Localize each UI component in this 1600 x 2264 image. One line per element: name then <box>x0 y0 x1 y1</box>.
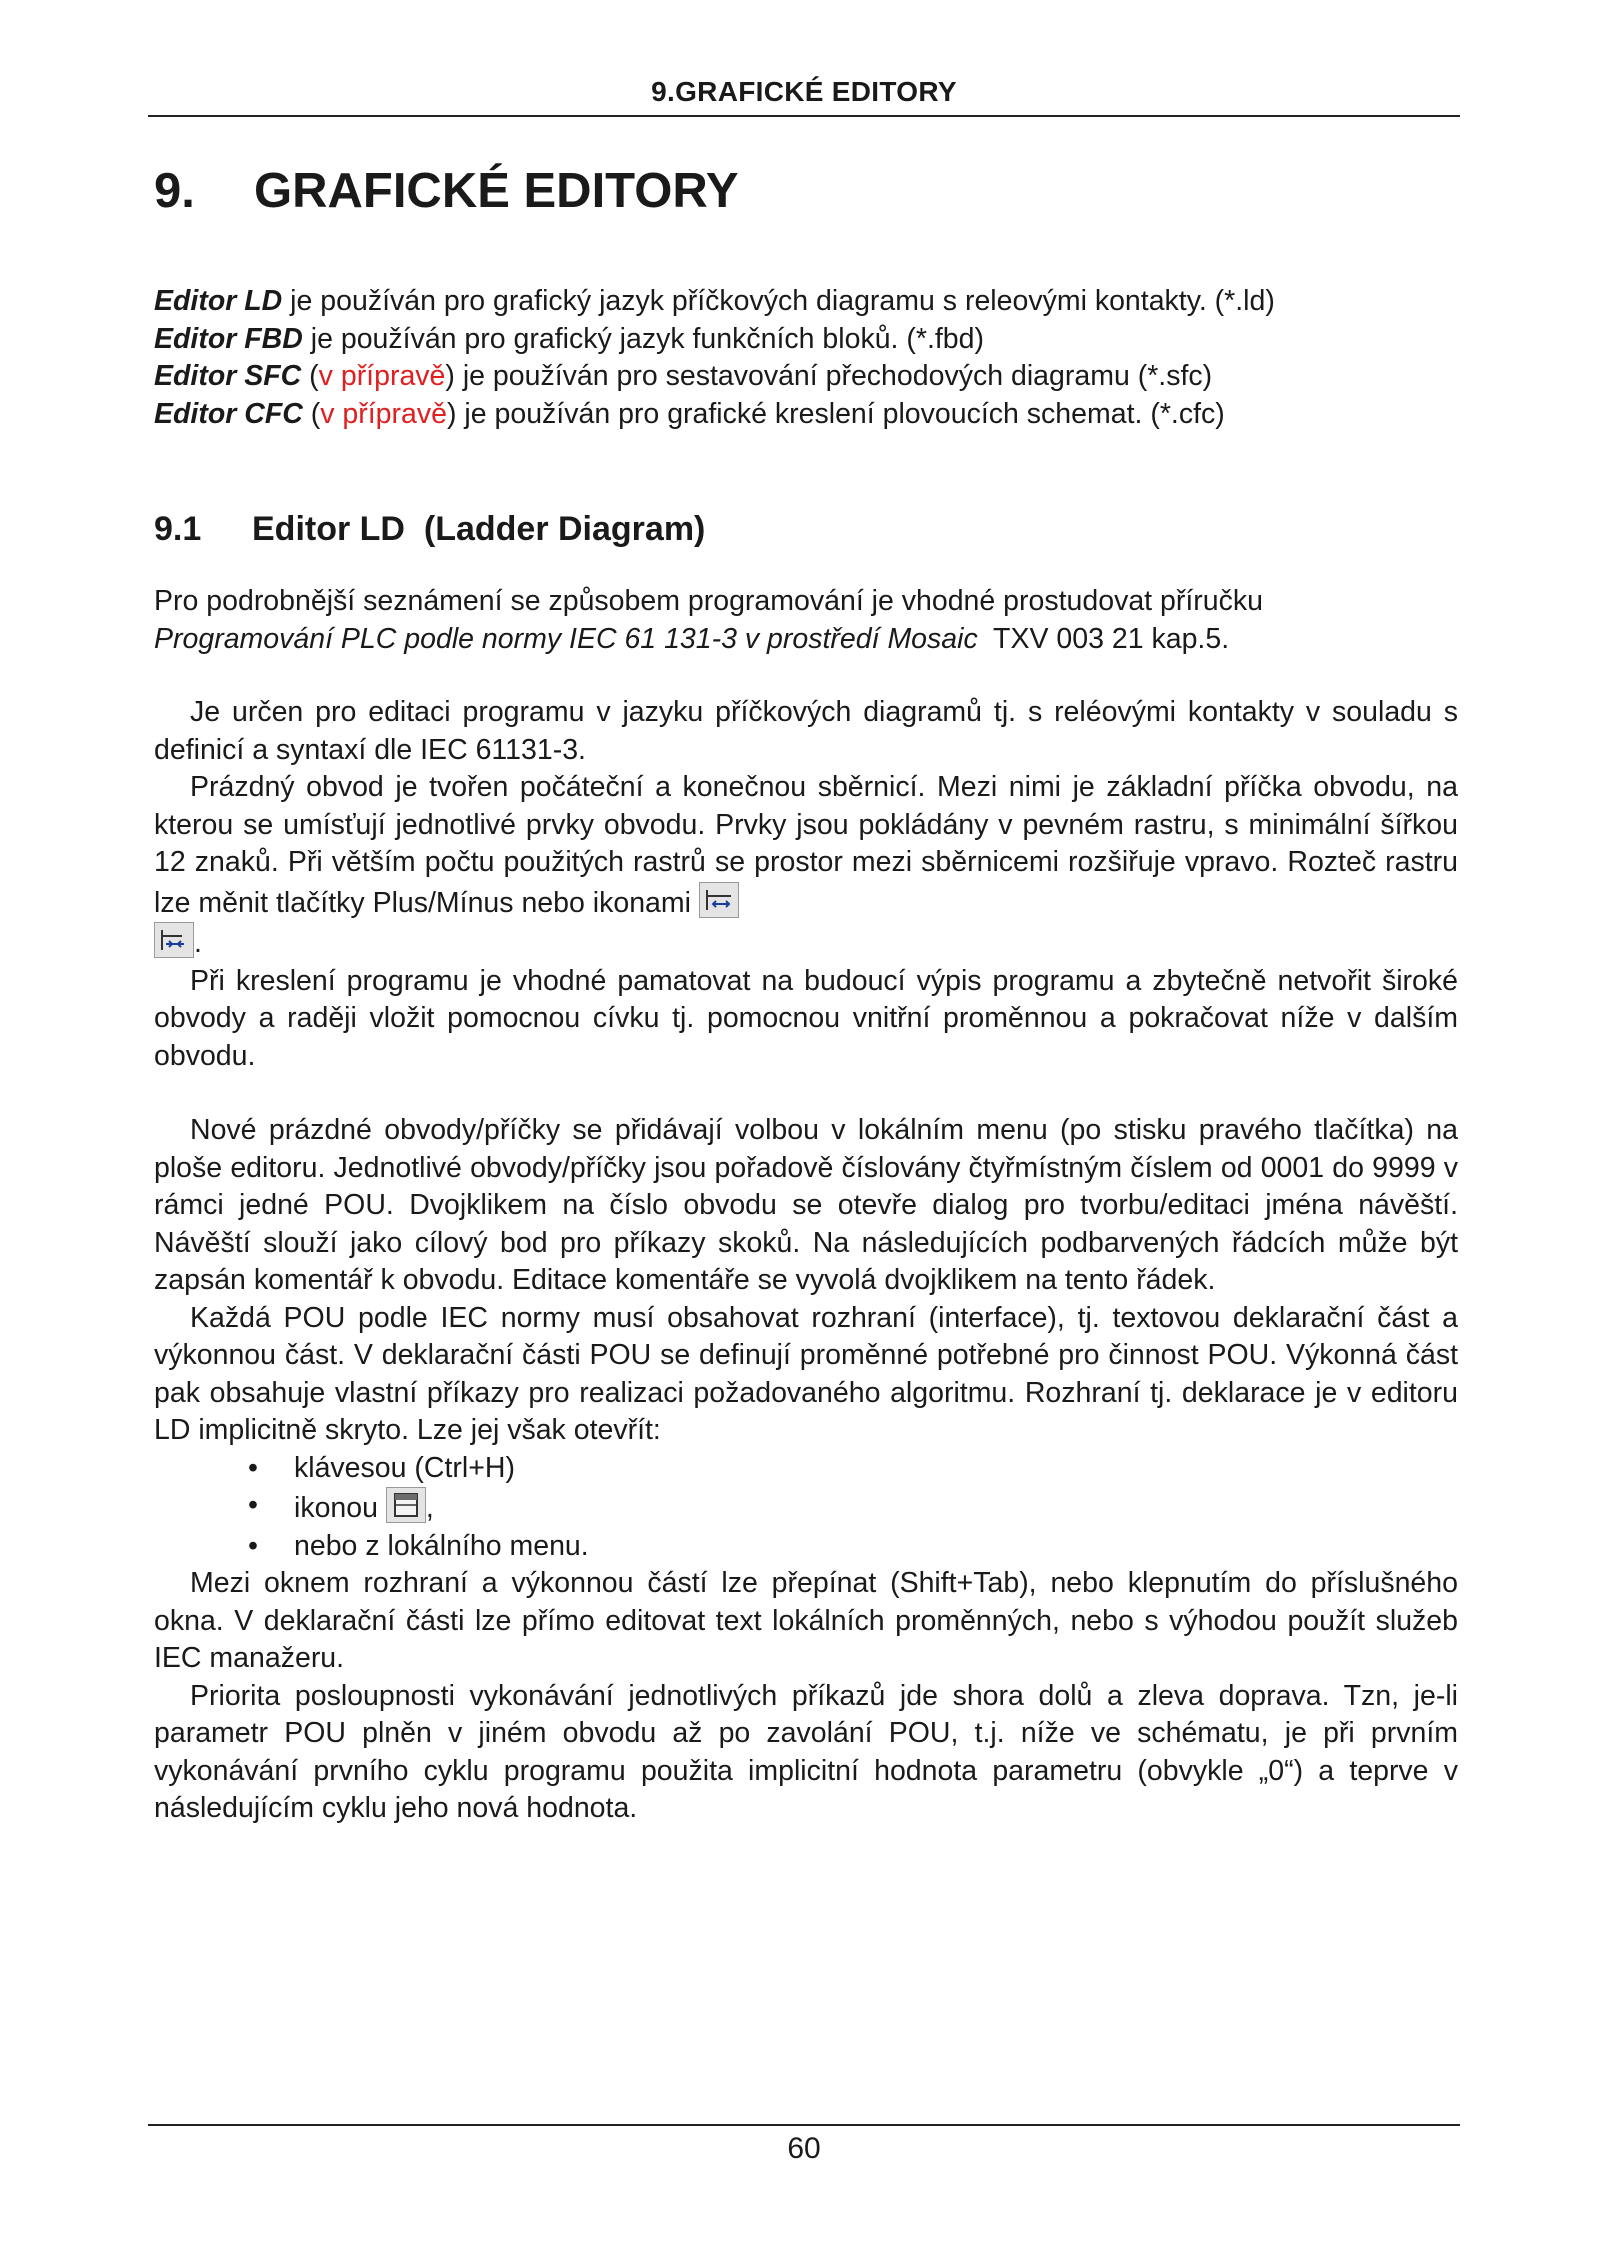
grid-widen-icon[interactable] <box>699 882 739 918</box>
reference-book-title: Programování PLC podle normy IEC 61 131-3 v prostředí Mosaic <box>154 622 978 655</box>
bullet-text: nebo z lokálního menu. <box>294 1529 589 1562</box>
section-title <box>154 510 705 549</box>
editor-list <box>154 283 1464 433</box>
running-head: 9.GRAFICKÉ EDITORY <box>651 76 957 107</box>
editor-status-note: v přípravě <box>318 360 446 392</box>
editor-description: ) je používán pro grafické kreslení plovoucích schemat. (*.cfc) <box>446 397 1225 430</box>
paragraph-2-text: Prázdný obvod je tvořen počáteční a konečnou sběrnicí. Mezi nimi je základní příčka obvodu, na kterou se umísťují jednotlivé prvky obvodu. Prvky jsou pokládány v pevném rastru, s minimální šířkou 12 znaků. Při větším počtu použitých rastrů se prostor mezi sběrnicemi rozšiřuje vpravo. Rozteč rastru lze měnit tlačítky Plus/Mínus nebo ikonami <box>154 771 1458 919</box>
editor-ld-line <box>154 283 1464 321</box>
section-number: 9.1 <box>154 510 202 548</box>
section-title-text: Editor LD (Ladder Diagram) <box>252 510 706 548</box>
paragraph-gap <box>154 1075 1458 1112</box>
bullet-text: ikonou <box>294 1492 386 1524</box>
editor-name: Editor FBD <box>154 322 303 355</box>
editor-name: Editor CFC <box>154 397 303 430</box>
paragraph-4: Nové prázdné obvody/příčky se přidávají volbou v lokálním menu (po stisku pravého tlačítka) na ploše editoru. Jednotlivé obvody/příčky jsou pořadově číslovány čtyřmístným číslem od 0001 do 9999 v rámci jedné POU. Dvojklikem na číslo obvodu se otevře dialog pro tvorbu/editaci jména návěští. Návěští slouží jako cílový bod pro příkazy skoků. Na následujících podbarvených řádcích může být zapsán komentář k obvodu. Editace komentáře se vyvolá dvojklikem na tento řádek. <box>154 1114 1458 1296</box>
editor-description: je používán pro grafický jazyk příčkových diagramu s releovými kontakty. (*.ld) <box>282 285 1275 317</box>
paragraph-2 <box>154 769 1458 963</box>
paragraph-7: Priorita posloupnosti vykonávání jednotlivých příkazů jde shora dolů a zleva doprava. Tzn, je-li parametr POU plněn v jiném obvodu až po zavolání POU, t.j. níže ve schématu, je při prvním vykonávání prvního cyklu programu použita implicitní hodnota parametru (obvykle „0“) a teprve v následujícím cyklu jeho nová hodnota. <box>154 1679 1458 1824</box>
intro-paragraph <box>154 583 1458 658</box>
editor-sfc-line: Editor SFC (v přípravě) je používán pro sestavování přechodových diagramu (*.sfc) <box>154 360 1213 392</box>
editor-fbd-line <box>154 321 1464 359</box>
editor-name: Editor SFC <box>154 360 302 392</box>
paragraph-5: Každá POU podle IEC normy musí obsahovat rozhraní (interface), tj. textovou deklarační část a výkonnou část. V deklarační části POU se definují proměnné potřebné pro činnost POU. Výkonná část pak obsahuje vlastní příkazy pro realizaci požadovaného algoritmu. Rozhraní tj. deklarace je v editoru LD implicitně skryto. Lze jej však otevřít: <box>154 1301 1458 1446</box>
interface-window-icon[interactable] <box>386 1487 426 1523</box>
bullet-item-shortcut <box>154 1450 1458 1488</box>
editor-name: Editor LD <box>154 285 283 317</box>
intro-text <box>154 583 1458 658</box>
bullet-text-suffix: , <box>425 1492 434 1524</box>
editor-description: ) je používán pro sestavování přechodových diagramu (*.sfc) <box>445 360 1213 392</box>
bullet-list <box>154 1450 1458 1566</box>
chapter-title-text: GRAFICKÉ EDITORY <box>254 164 739 218</box>
editor-cfc-line: Editor CFC (v přípravě) je používán pro grafické kreslení plovoucích schemat. (*.cfc) <box>154 397 1225 430</box>
body-text <box>154 694 1458 1828</box>
editor-status-note: v přípravě <box>320 397 447 430</box>
page-number: 60 <box>787 2132 821 2165</box>
editor-description: je používán pro grafický jazyk funkčních bloků. (*.fbd) <box>302 322 984 355</box>
header-rule <box>148 115 1460 117</box>
paragraph-2-end: . <box>194 927 202 959</box>
bullet-text: klávesou (Ctrl+H) <box>294 1451 515 1484</box>
intro-sentence: Pro podrobnější seznámení se způsobem programování je vhodné prostudovat příručku <box>154 585 1263 617</box>
bullet-symbol: • <box>248 1529 258 1562</box>
reference-book-code: TXV 003 21 kap.5. <box>977 622 1230 655</box>
chapter-title <box>154 163 739 219</box>
footer-rule <box>148 2124 1460 2126</box>
bullet-symbol: • <box>248 1451 258 1484</box>
paragraph-3: Při kreslení programu je vhodné pamatovat na budoucí výpis programu a zbytečně netvořit široké obvody a raději vložit pomocnou cívku tj. pomocnou vnitřní proměnnou a pokračovat níže v dalším obvodu. <box>154 964 1458 1072</box>
bullet-item-icon <box>154 1487 1458 1528</box>
paragraph-6: Mezi oknem rozhraní a výkonnou částí lze přepínat (Shift+Tab), nebo klepnutím do příslušného okna. V deklarační části lze přímo editovat text lokálních proměnných, nebo s výhodou použít služeb IEC manažeru. <box>154 1567 1458 1674</box>
chapter-number: 9. <box>154 164 195 218</box>
paragraph-1: Je určen pro editaci programu v jazyku příčkových diagramů tj. s reléovými kontakty v souladu s definicí a syntaxí dle IEC 61131-3. <box>154 696 1458 766</box>
bullet-item-menu <box>154 1528 1458 1566</box>
bullet-symbol: • <box>248 1489 258 1521</box>
grid-narrow-icon[interactable] <box>154 922 194 958</box>
